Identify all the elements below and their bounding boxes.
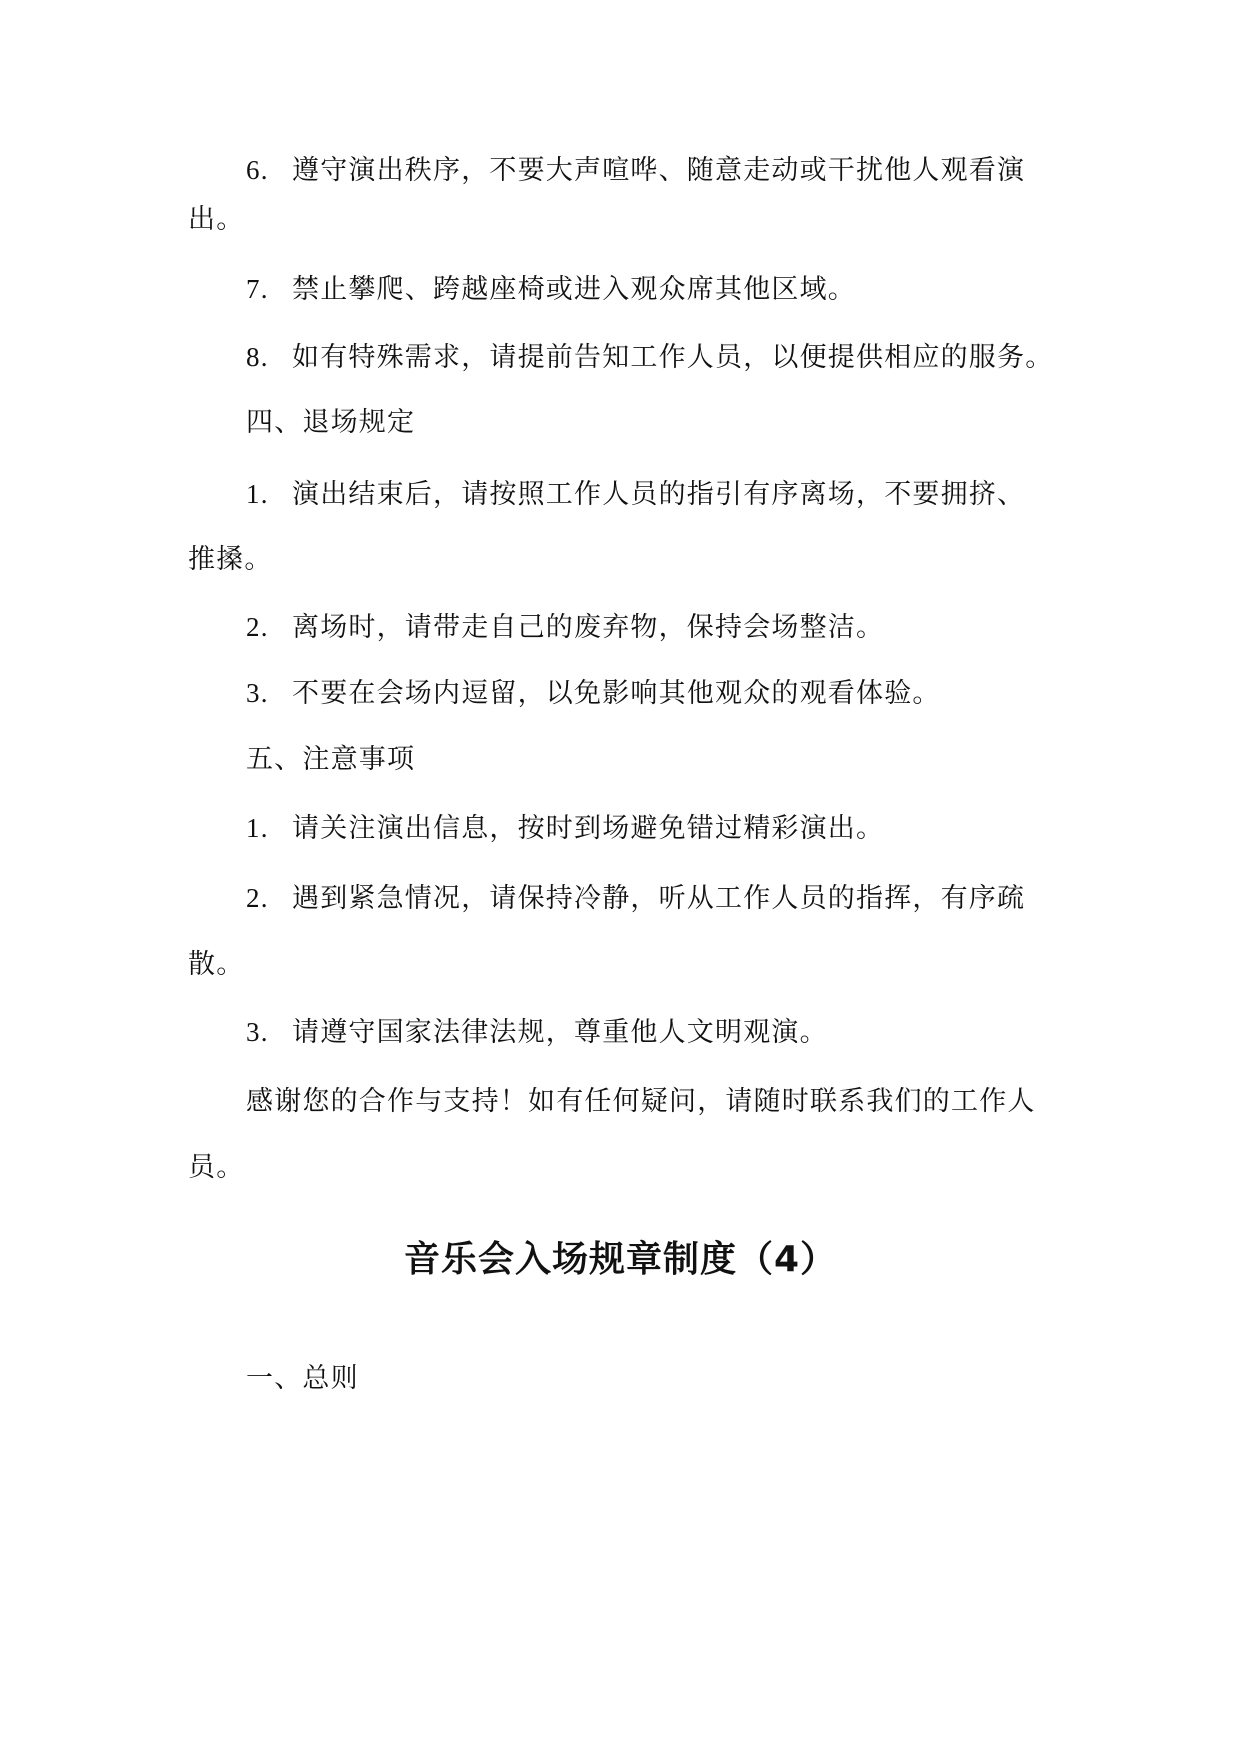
- list-item: [246, 271, 856, 308]
- section-heading-notes: 五、注意事项: [246, 744, 416, 775]
- item-text: 遇到紧急情况，请保持冷静，听从工作人员的指挥，有序疏: [292, 883, 1026, 914]
- closing-paragraph: 感谢您的合作与支持！如有任何疑问，请随时联系我们的工作人: [246, 1086, 1036, 1117]
- item-text: 如有特殊需求，请提前告知工作人员，以便提供相应的服务。: [292, 342, 1054, 373]
- list-item: [246, 880, 1025, 917]
- list-item: [246, 675, 941, 712]
- list-item: [246, 476, 1025, 513]
- section-heading-exit-rules: 四、退场规定: [246, 407, 416, 438]
- item-number: 2.: [246, 883, 269, 913]
- section-heading-general: 一、总则: [246, 1363, 359, 1394]
- document-title: 音乐会入场规章制度（4）: [403, 1239, 838, 1280]
- closing-continuation: 员。: [188, 1152, 245, 1183]
- list-item: [246, 1014, 828, 1051]
- item-number: 3.: [246, 1017, 269, 1047]
- item-number: 6.: [246, 155, 269, 185]
- list-item: [246, 810, 884, 847]
- item-text: 不要在会场内逗留，以免影响其他观众的观看体验。: [292, 678, 941, 709]
- item-number: 1.: [246, 813, 269, 843]
- item-number: 2.: [246, 612, 269, 642]
- item-continuation: 散。: [188, 949, 245, 980]
- list-item: [246, 152, 1025, 189]
- item-continuation: 推搡。: [188, 544, 273, 575]
- item-number: 8.: [246, 342, 269, 372]
- item-number: 1.: [246, 479, 269, 509]
- item-text: 禁止攀爬、跨越座椅或进入观众席其他区域。: [292, 274, 856, 305]
- item-text: 请关注演出信息，按时到场避免错过精彩演出。: [292, 813, 885, 844]
- list-item: [246, 609, 884, 646]
- item-text: 请遵守国家法律法规，尊重他人文明观演。: [292, 1017, 828, 1048]
- list-item: [246, 339, 1053, 376]
- item-number: 7.: [246, 274, 269, 304]
- item-text: 离场时，请带走自己的废弃物，保持会场整洁。: [292, 612, 885, 643]
- item-text: 遵守演出秩序，不要大声喧哗、随意走动或干扰他人观看演: [292, 155, 1026, 186]
- item-continuation: 出。: [188, 204, 245, 235]
- item-text: 演出结束后，请按照工作人员的指引有序离场，不要拥挤、: [292, 479, 1026, 510]
- item-number: 3.: [246, 678, 269, 708]
